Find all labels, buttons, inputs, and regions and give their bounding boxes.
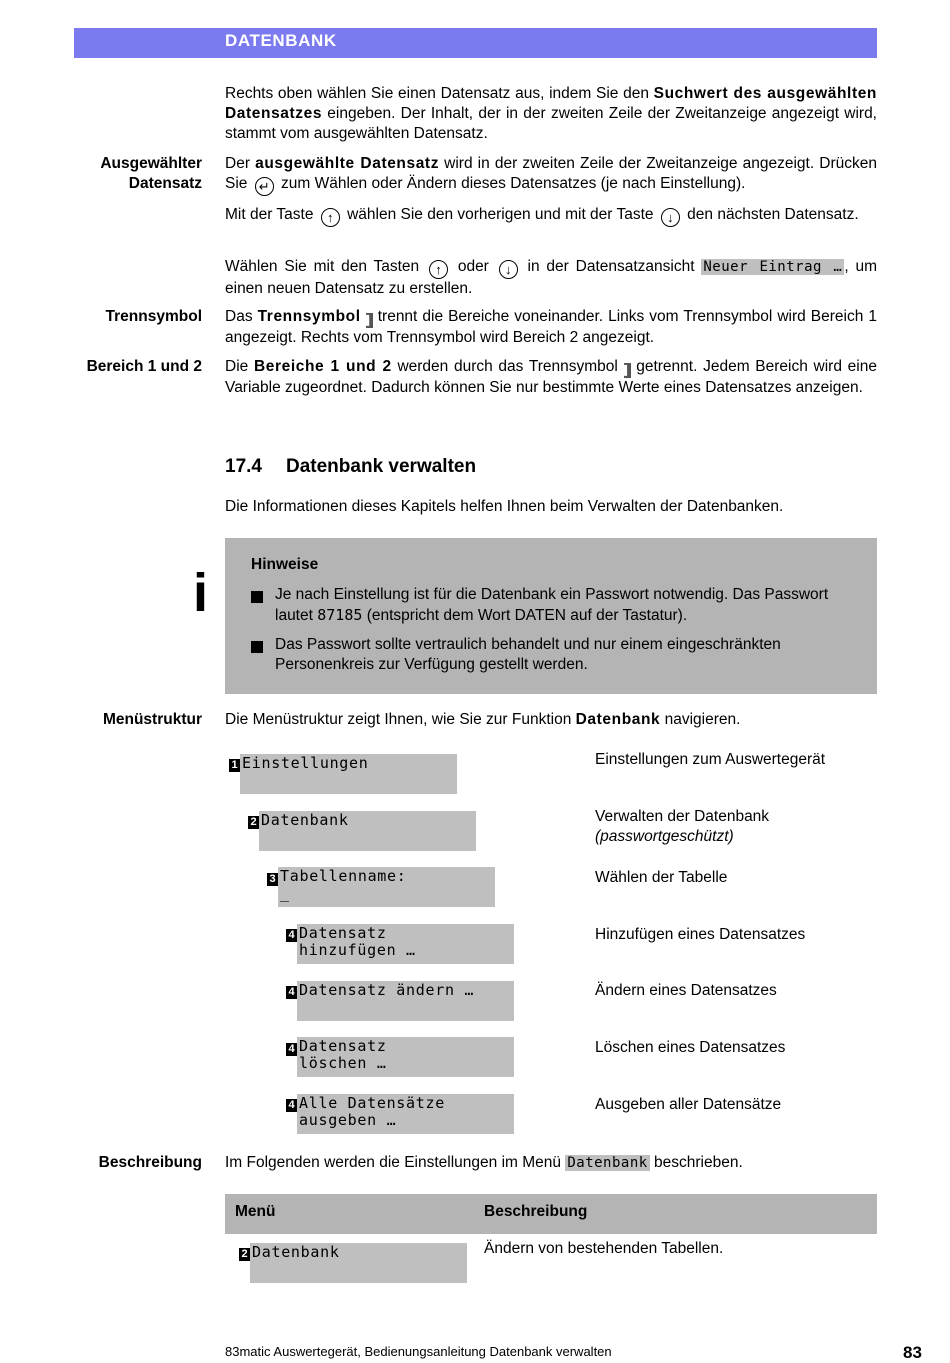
enter-key-icon: ↵ bbox=[255, 177, 274, 196]
menu-item-description: Löschen eines Datensatzes bbox=[595, 1039, 786, 1056]
text: den nächsten Datensatz. bbox=[682, 206, 859, 223]
lcd-menu-box bbox=[240, 754, 457, 794]
menu-item-description bbox=[595, 807, 875, 847]
trennsymbol-paragraph bbox=[225, 307, 877, 348]
bold-text: Datenbank bbox=[575, 711, 661, 728]
text: Mit der Taste bbox=[225, 206, 318, 223]
text: Das bbox=[225, 308, 258, 325]
side-label-trennsymbol: Trennsymbol bbox=[105, 308, 202, 325]
lcd-menu-box bbox=[278, 867, 495, 907]
lcd-menu-box bbox=[297, 1094, 514, 1134]
footer-text: 83matic Auswertegerät, Bedienungsanleitung Datenbank verwalten bbox=[225, 1344, 612, 1359]
lcd-text-neuer-eintrag: Neuer Eintrag … bbox=[703, 259, 843, 275]
hinweise-title: Hinweise bbox=[251, 556, 319, 573]
lcd-menu-box bbox=[297, 1037, 514, 1077]
password-code: 87185 bbox=[317, 606, 363, 624]
lcd-line-1: Datenbank bbox=[252, 1243, 340, 1261]
info-icon: i bbox=[193, 563, 209, 623]
separator-symbol-icon: ▌ bbox=[366, 313, 373, 328]
menu-item-description: Hinzufügen eines Datensatzes bbox=[595, 926, 806, 943]
text: werden durch das Trennsymbol bbox=[391, 358, 624, 375]
side-label-menustruktur: Menüstruktur bbox=[102, 711, 202, 728]
section-intro: Die Informationen dieses Kapitels helfen Ihnen beim Verwalten der Datenbanken. bbox=[225, 498, 784, 515]
lcd-line-2: ausgeben … bbox=[299, 1111, 397, 1129]
arrow-down-key-icon: ↓ bbox=[661, 208, 680, 227]
text: Die Menüstruktur zeigt Ihnen, wie Sie zur Funktion bbox=[225, 711, 576, 728]
bereich-paragraph bbox=[225, 357, 877, 398]
text: Der bbox=[225, 155, 256, 172]
menu-item-description: Einstellungen zum Auswertegerät bbox=[595, 751, 826, 768]
side-label-bereich: Bereich 1 und 2 bbox=[86, 358, 202, 375]
description-line: Verwalten der Datenbank bbox=[595, 808, 770, 825]
ausgewaehlter-paragraph-2 bbox=[225, 205, 877, 227]
side-label-ausgewaehlter: Ausgewählter Datensatz bbox=[100, 155, 202, 192]
arrow-down-key-icon: ↓ bbox=[499, 260, 518, 279]
lcd-line-1: Datensatz bbox=[299, 924, 387, 942]
lcd-menu-box bbox=[259, 811, 476, 851]
menu-item-description: Wählen der Tabelle bbox=[595, 869, 728, 886]
level-badge: 2 bbox=[239, 1248, 250, 1261]
ausgewaehlter-paragraph-1 bbox=[225, 154, 877, 196]
intro-bold: Suchwert des ausgewählten Datensatzes bbox=[225, 85, 877, 122]
bullet-square-icon bbox=[251, 591, 263, 603]
lcd-menu-box bbox=[297, 924, 514, 964]
level-badge: 4 bbox=[286, 1099, 297, 1112]
arrow-up-key-icon: ↑ bbox=[321, 208, 340, 227]
text: Im Folgenden werden die Einstellungen im Menü bbox=[225, 1154, 566, 1171]
hinweise-bullet-2: Das Passwort sollte vertraulich behandelt und nur einem eingeschränkten Personenkreis zur Verfügung gestellt werden. bbox=[275, 636, 781, 673]
lcd-line-1: Alle Datensätze bbox=[299, 1094, 445, 1112]
text: zum Wählen oder Ändern dieses Datensatzes (je nach Einstellung). bbox=[276, 175, 746, 192]
menustruktur-paragraph bbox=[225, 710, 877, 730]
lcd-menu-box bbox=[250, 1243, 467, 1283]
text: Je nach Einstellung ist für die Datenbank ein Passwort notwendig. Das Passwort lautet bbox=[275, 586, 829, 624]
text: , um einen neuen Datensatz zu erstellen. bbox=[225, 258, 877, 297]
level-badge: 2 bbox=[248, 816, 259, 829]
menu-item-description: Ändern eines Datensatzes bbox=[595, 982, 777, 999]
lcd-line-2: löschen … bbox=[299, 1054, 387, 1072]
text: beschrieben. bbox=[649, 1154, 743, 1171]
beschreibung-paragraph bbox=[225, 1153, 877, 1173]
table-header-beschreibung: Beschreibung bbox=[484, 1203, 588, 1220]
section-heading bbox=[225, 456, 476, 478]
text: Wählen Sie mit den Tasten bbox=[225, 258, 426, 275]
lcd-line-1: Datensatz bbox=[299, 1037, 387, 1055]
text: (entspricht dem Wort DATEN auf der Tastatur). bbox=[362, 607, 688, 624]
text: navigieren. bbox=[660, 711, 741, 728]
intro-text-1: Rechts oben wählen Sie einen Datensatz aus, indem Sie den bbox=[225, 85, 654, 102]
table-header-menu: Menü bbox=[235, 1203, 276, 1220]
table-row-description: Ändern von bestehenden Tabellen. bbox=[484, 1240, 724, 1257]
lcd-line-2: hinzufügen … bbox=[299, 941, 416, 959]
level-badge: 4 bbox=[286, 929, 297, 942]
text: getrennt. Jedem Bereich wird eine Variable zugeordnet. Dadurch können Sie nur bestimmte Werte eines Datensatzes anzeigen. bbox=[225, 358, 877, 396]
level-badge: 4 bbox=[286, 1043, 297, 1056]
section-title: Datenbank verwalten bbox=[286, 456, 477, 477]
bullet-square-icon bbox=[251, 641, 263, 653]
hinweise-bullet-1 bbox=[275, 585, 855, 626]
page-header-title: DATENBANK bbox=[225, 31, 337, 50]
level-badge: 3 bbox=[267, 873, 278, 886]
arrow-up-key-icon: ↑ bbox=[429, 260, 448, 279]
header-bar bbox=[74, 28, 877, 58]
bold-text: ausgewählte Datensatz bbox=[255, 155, 440, 172]
lcd-line-1: Datenbank bbox=[261, 811, 349, 829]
menu-item-description: Ausgeben aller Datensätze bbox=[595, 1096, 782, 1113]
page-number: 83 bbox=[903, 1343, 922, 1362]
ausgewaehlter-paragraph-3 bbox=[225, 257, 877, 299]
lcd-line-1: Datensatz ändern … bbox=[299, 981, 475, 999]
text: in der Datensatzansicht bbox=[520, 258, 702, 275]
lcd-line-2: _ bbox=[280, 884, 290, 902]
text: wählen Sie den vorherigen und mit der Taste bbox=[342, 206, 658, 223]
intro-paragraph bbox=[225, 84, 877, 144]
level-badge: 4 bbox=[286, 986, 297, 999]
description-note: (passwortgeschützt) bbox=[595, 828, 734, 845]
bold-text: Trennsymbol bbox=[257, 308, 361, 325]
lcd-menu-box bbox=[297, 981, 514, 1021]
bold-text: Bereiche 1 und 2 bbox=[253, 358, 392, 375]
lcd-text-datenbank: Datenbank bbox=[567, 1155, 648, 1171]
intro-text-2: eingeben. Der Inhalt, der in der zweiten Zeile der Zweitanzeige angezeigt wird, stammt vom ausgewählten Datensatz. bbox=[225, 105, 877, 142]
text: Die bbox=[225, 358, 254, 375]
lcd-line-1: Einstellungen bbox=[242, 754, 369, 772]
side-label-beschreibung: Beschreibung bbox=[98, 1154, 202, 1171]
text: wird in der zweiten Zeile der Zweitanzeige angezeigt. Drücken Sie bbox=[225, 155, 877, 192]
text: oder bbox=[451, 258, 496, 275]
lcd-line-1: Tabellenname: bbox=[280, 867, 407, 885]
text: trennt die Bereiche voneinander. Links vom Trennsymbol wird Bereich 1 angezeigt. Rechts vom Trennsymbol wird Bereich 2 angezeigt. bbox=[225, 308, 877, 346]
separator-symbol-icon: ▌ bbox=[624, 363, 631, 378]
level-badge: 1 bbox=[229, 759, 240, 772]
section-number: 17.4 bbox=[225, 456, 262, 477]
